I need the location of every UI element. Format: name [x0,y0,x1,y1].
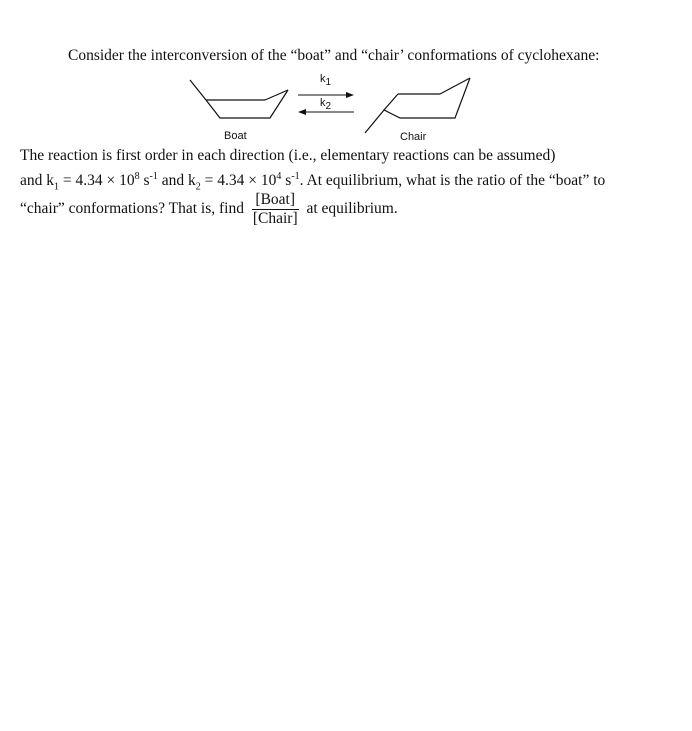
boat-shape [190,80,288,118]
paragraph-line-1: The reaction is first order in each direction (i.e., elementary reactions can be assumed) [20,147,556,164]
fraction-denominator: [Chair] [252,210,298,227]
k1-label: $k_1$ [320,73,332,89]
ratio-fraction [252,191,299,228]
paragraph-line-2: and $k_1 = 4.34 \times 10^8$ $s^{-1}$ and $k_2 = 4.34 \times 10^4$ $s^{-1}$. At equilibrium, what is the ratio of the “boat” to [20,171,606,193]
boat-label: Boat [224,130,247,142]
paragraph-line-3: “chair” conformations? That is, find $\frac{\text{[Boat]}}{\text{[Chair]}}$ at equilibrium. [20,191,398,227]
chair-label: Chair [400,131,427,143]
intro-text: Consider the interconversion of the “boat” and “chair’ conformations of cyclohexane: [68,47,600,64]
k2-label: $k_2$ [320,97,332,113]
fraction-numerator: [Boat] [252,191,299,210]
